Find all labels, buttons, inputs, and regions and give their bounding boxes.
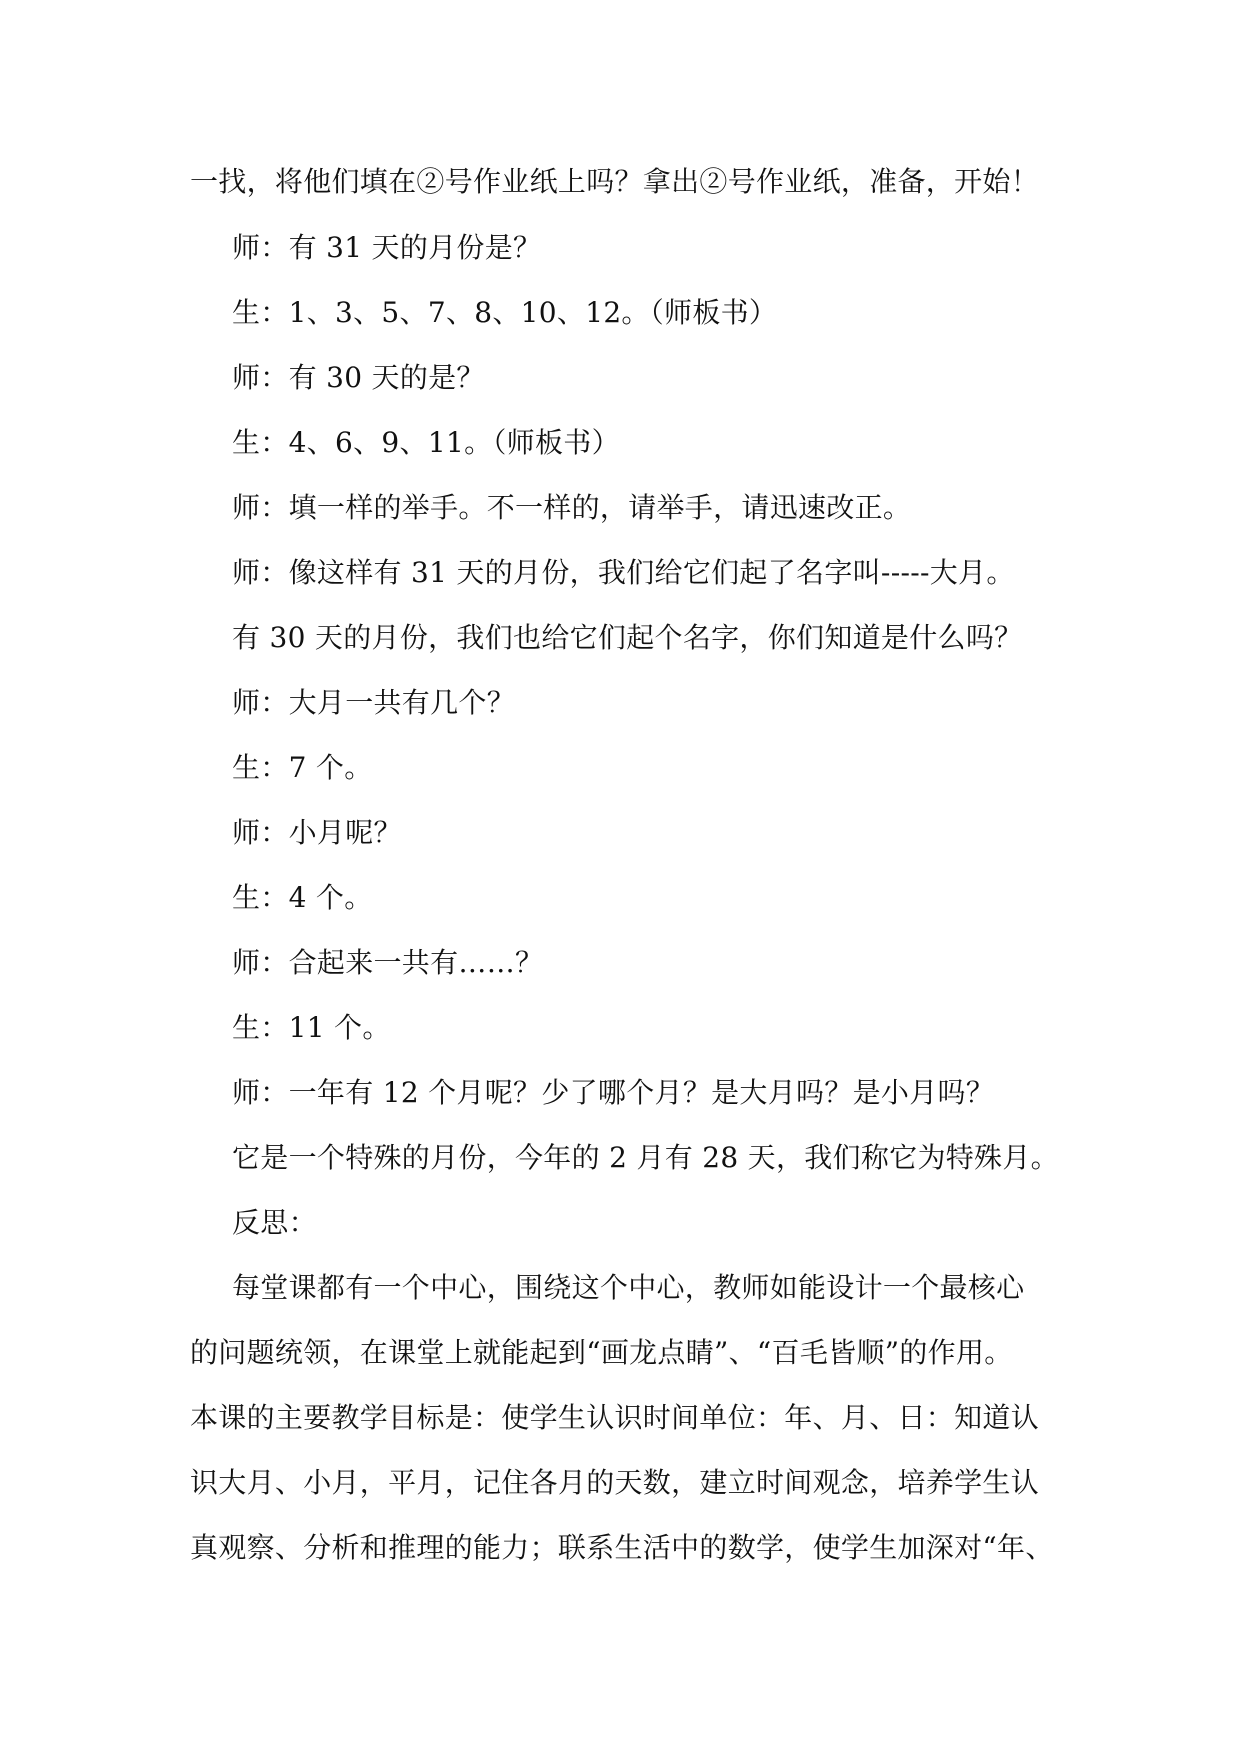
text-line: 反思： <box>232 1206 317 1239</box>
text-line: 生：4、6、9、11。（师板书） <box>232 426 620 459</box>
text-line: 它是一个特殊的月份，今年的 2 月有 28 天，我们称它为特殊月。 <box>232 1141 1059 1174</box>
text-line: 师：合起来一共有……？ <box>232 946 544 979</box>
text-line: 有 30 天的月份，我们也给它们起个名字，你们知道是什么吗？ <box>232 621 1023 654</box>
text-line: 师：小月呢？ <box>232 816 402 849</box>
text-line: 识大月、小月，平月，记住各月的天数，建立时间观念，培养学生认 <box>190 1466 1040 1499</box>
text-line: 生：11 个。 <box>232 1011 391 1044</box>
text-line: 每堂课都有一个中心，围绕这个中心，教师如能设计一个最核心 <box>232 1271 1025 1304</box>
text-line: 师：有 30 天的是？ <box>232 361 485 394</box>
text-line: 生：4 个。 <box>232 881 373 914</box>
text-line: 师：填一样的举手。不一样的，请举手，请迅速改正。 <box>232 491 912 524</box>
text-line: 本课的主要教学目标是：使学生认识时间单位：年、月、日：知道认 <box>190 1401 1040 1434</box>
text-line: 的问题统领，在课堂上就能起到“画龙点睛”、“百毛皆顺”的作用。 <box>190 1336 1013 1369</box>
text-line: 师：一年有 12 个月呢？少了哪个月？是大月吗？是小月吗？ <box>232 1076 995 1109</box>
text-line: 一找，将他们填在②号作业纸上吗？拿出②号作业纸，准备，开始！ <box>190 165 1040 198</box>
text-line: 师：像这样有 31 天的月份，我们给它们起了名字叫-----大月。 <box>232 556 1015 589</box>
text-line: 师：有 31 天的月份是？ <box>232 231 542 264</box>
text-line: 师：大月一共有几个？ <box>232 686 516 719</box>
text-line: 生：1、3、5、7、8、10、12。（师板书） <box>232 296 778 329</box>
text-line: 生：7 个。 <box>232 751 373 784</box>
text-line: 真观察、分析和推理的能力；联系生活中的数学，使学生加深对“年、 <box>190 1531 1054 1564</box>
